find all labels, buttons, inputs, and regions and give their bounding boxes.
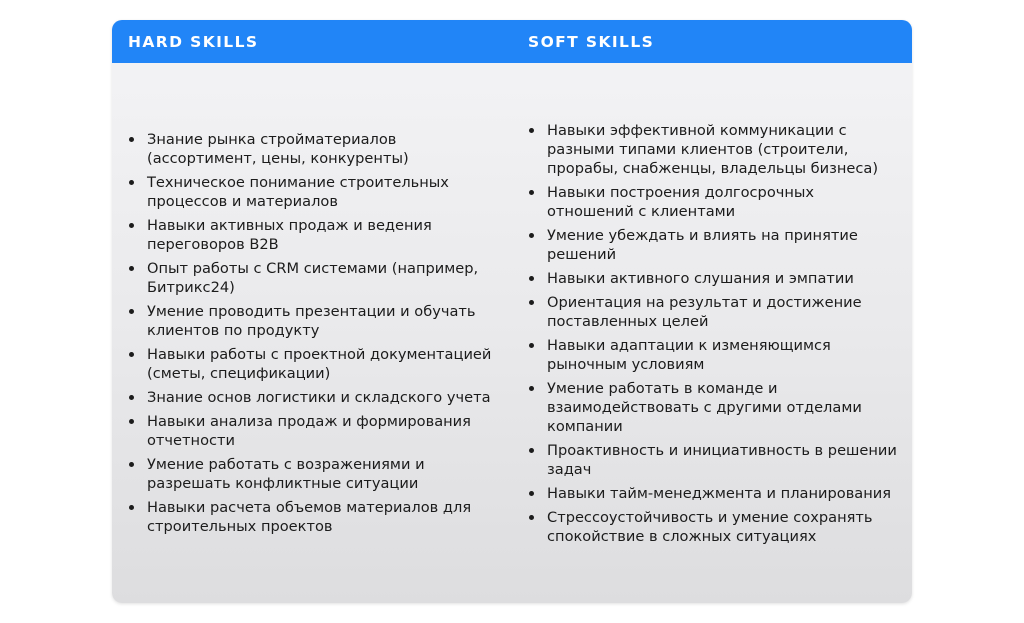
bullet-icon [129, 223, 134, 228]
list-item [128, 302, 508, 340]
list-item-text: Ориентация на результат и достижение поставленных целей [547, 293, 862, 330]
list-item [528, 379, 900, 436]
soft-skills-list [528, 121, 900, 546]
list-item [128, 455, 508, 493]
list-item [128, 216, 508, 254]
table-body [112, 63, 912, 603]
hard-skills-title: HARD SKILLS [128, 32, 259, 51]
bullet-icon [129, 505, 134, 510]
list-item-text: Знание основ логистики и складского учета [147, 389, 491, 406]
list-item [528, 226, 900, 264]
list-item [528, 508, 900, 546]
bullet-icon [129, 395, 134, 400]
list-item-text: Стрессоустойчивость и умение сохранять спокойствие в сложных ситуациях [547, 508, 873, 545]
soft-skills-title: SOFT SKILLS [528, 32, 655, 51]
list-item-text: Умение проводить презентации и обучать клиентов по продукту [147, 303, 476, 339]
hard-skills-list [128, 130, 508, 536]
list-item-text: Умение работать с возражениями и разрешать конфликтные ситуации [147, 456, 425, 492]
list-item [128, 388, 508, 407]
bullet-icon [529, 515, 534, 520]
bullet-icon [129, 137, 134, 142]
bullet-icon [129, 266, 134, 271]
list-item [528, 293, 900, 331]
bullet-icon [529, 190, 534, 195]
table-header [112, 20, 912, 63]
bullet-icon [529, 276, 534, 281]
list-item-text: Навыки активных продаж и ведения переговоров B2B [147, 217, 432, 253]
list-item-text: Навыки анализа продаж и формирования отчетности [147, 413, 471, 449]
bullet-icon [529, 448, 534, 453]
bullet-icon [529, 300, 534, 305]
list-item [128, 498, 508, 536]
list-item [528, 121, 900, 178]
list-item-text: Проактивность и инициативность в решении задач [547, 441, 897, 478]
list-item-text: Навыки адаптации к изменяющимся рыночным условиям [547, 336, 831, 373]
list-item [128, 173, 508, 211]
list-item [128, 345, 508, 383]
list-item-text: Навыки построения долгосрочных отношений с клиентами [547, 183, 815, 220]
list-item-text: Навыки расчета объемов материалов для строительных проектов [147, 499, 472, 535]
list-item [528, 441, 900, 479]
hard-skills-column [128, 63, 508, 603]
list-item-text: Опыт работы с CRM системами (например, Битрикс24) [147, 260, 479, 296]
list-item-text: Навыки активного слушания и эмпатии [547, 269, 854, 287]
list-item-text: Навыки эффективной коммуникации с разными типами клиентов (строители, прорабы, снабженцы, владельцы бизнеса) [547, 121, 879, 177]
list-item-text: Умение убеждать и влиять на принятие решений [547, 226, 858, 263]
list-item [128, 259, 508, 297]
bullet-icon [129, 352, 134, 357]
list-item [128, 412, 508, 450]
list-item [528, 484, 900, 503]
skills-table [112, 20, 912, 603]
list-item-text: Навыки тайм-менеджмента и планирования [547, 484, 892, 502]
bullet-icon [129, 419, 134, 424]
bullet-icon [529, 233, 534, 238]
list-item-text: Умение работать в команде и взаимодействовать с другими отделами компании [547, 379, 862, 435]
list-item [528, 336, 900, 374]
bullet-icon [529, 386, 534, 391]
soft-skills-column [528, 63, 900, 603]
list-item [528, 269, 900, 288]
bullet-icon [129, 309, 134, 314]
list-item [128, 130, 508, 168]
bullet-icon [129, 180, 134, 185]
list-item [528, 183, 900, 221]
bullet-icon [129, 462, 134, 467]
list-item-text: Техническое понимание строительных процессов и материалов [147, 174, 449, 210]
bullet-icon [529, 128, 534, 133]
bullet-icon [529, 491, 534, 496]
list-item-text: Знание рынка стройматериалов (ассортимент, цены, конкуренты) [147, 131, 409, 167]
bullet-icon [529, 343, 534, 348]
list-item-text: Навыки работы с проектной документацией (сметы, спецификации) [147, 346, 492, 382]
